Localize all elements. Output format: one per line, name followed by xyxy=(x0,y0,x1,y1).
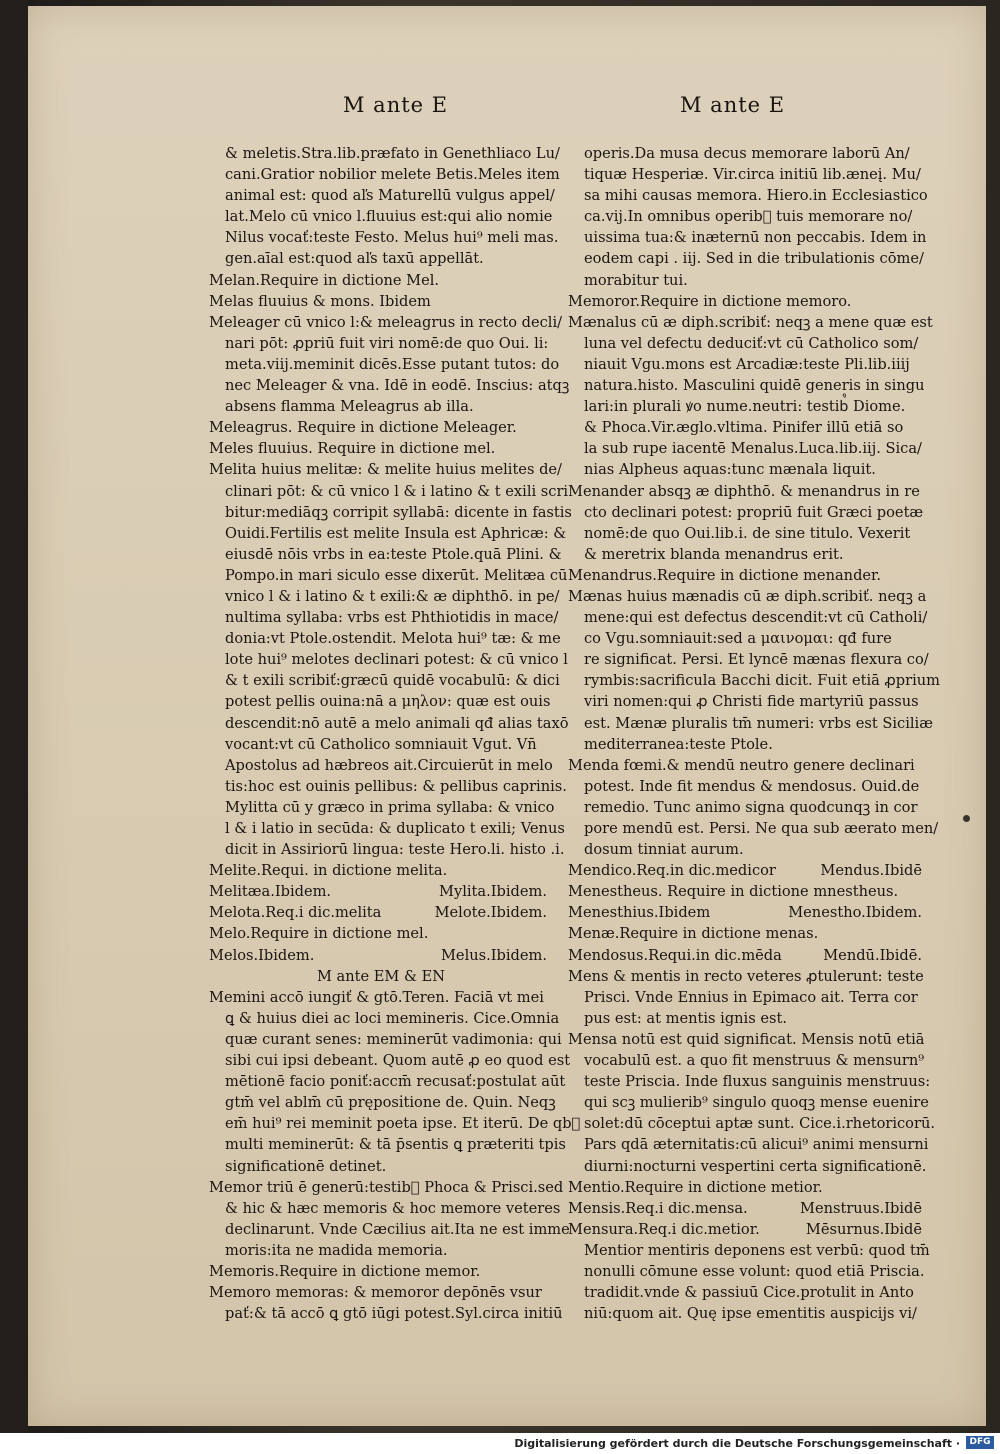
section-heading: M ante EM & EN xyxy=(316,967,446,985)
paper-hole xyxy=(963,815,970,822)
text-line: la sub rupe iacentē Menalus.Luca.lib.iij. Sica/ xyxy=(584,440,922,458)
text-line: mene:qui est defectus descendit:vt cū Catholi/ xyxy=(584,609,928,627)
index-entry: Mendosus.Requi.in dic.mēda xyxy=(568,946,782,964)
text-line: Apostolus ad hæbreos ait.Circuierūt in melo xyxy=(225,756,553,774)
text-line: ꝗ & huius diei ac loci memineris. Cice.Omnia xyxy=(225,1009,560,1027)
index-entry: Mēsurnus.Ibidē xyxy=(805,1220,922,1238)
index-entry: Menestho.Ibidem. xyxy=(788,904,922,922)
text-line: Menandrus.Require in dictione menander. xyxy=(568,566,882,584)
text-line: lari:in plurali ꝟo nume.neutri: testib᷒ Diome. xyxy=(584,398,906,416)
scan-left-edge xyxy=(0,0,28,1454)
text-line: Menæ.Require in dictione menas. xyxy=(568,925,819,943)
text-line: moris:ita ne madida memoria. xyxy=(225,1241,448,1259)
text-line: dicit in Assiriorū lingua: teste Hero.li. histo .i. xyxy=(225,841,565,859)
index-entry: Mensis.Req.i dic.mensa. xyxy=(568,1199,748,1217)
text-line: solet:dū cōceptui aptæ sunt. Cice.i.rhetoricorū. xyxy=(584,1115,935,1133)
text-line: rymbis:sacrificula Bacchi dicit. Fuit etiā ꝓprium xyxy=(584,672,940,690)
text-line: Nilus vocať:teste Festo. Melus hui⁹ meli mas. xyxy=(225,229,559,247)
text-line: & hic & hæc memoris & hoc memore veteres xyxy=(225,1199,561,1217)
text-line: sa mihi causas memora. Hiero.in Ecclesiastico xyxy=(584,187,928,205)
text-line: Ouidi.Fertilis est melite Insula est Aphricæ: & xyxy=(225,524,567,542)
text-line: Melite.Requi. in dictione melita. xyxy=(209,862,448,880)
text-line: qui scꝫ mulierib⁹ singulo quoqꝫ mense euenire xyxy=(584,1094,929,1112)
text-line: nec Meleager & vna. Idē in eodē. Inscius: atqꝫ xyxy=(225,377,570,395)
text-line: & Phoca.Vir.æglo.vltima. Pinifer illū etiā so xyxy=(584,419,904,437)
text-line: tis:hoc est ouinis pellibus: & pellibus caprinis. xyxy=(225,777,567,795)
text-line: & meretrix blanda menandrus erit. xyxy=(584,545,844,563)
text-line: Menda fœmi.& mendū neutro genere declinari xyxy=(568,756,915,774)
text-line: niauit Vgu.mons est Arcadiæ:teste Pli.lib.iiij xyxy=(584,355,910,373)
index-entry: Menesthius.Ibidem xyxy=(568,904,711,922)
index-entry-pair xyxy=(209,945,553,966)
text-line: nonulli cōmune esse volunt: quod etiā Priscia. xyxy=(584,1262,925,1280)
text-line: morabitur tui. xyxy=(584,271,688,289)
text-line: donia:vt Ptole.ostendit. Melota hui⁹ tæ: & me xyxy=(225,630,561,648)
text-line: em̄ hui⁹ rei meminit poeta ipse. Et iterū. De qb᷒ xyxy=(225,1115,581,1133)
text-line: Menestheus. Require in dictione mnestheus. xyxy=(568,883,899,901)
index-entry: Melitæa.Ibidem. xyxy=(209,883,332,901)
index-entry-pair xyxy=(568,1198,928,1219)
text-line: niū:quom ait. Quę ipse ementitis auspicijs vi/ xyxy=(584,1305,917,1323)
text-line: vnico l & i latino & t exili:& æ diphthō. in pe/ xyxy=(225,587,560,605)
text-line: cto declinari potest: propriū fuit Græci poetæ xyxy=(584,503,924,521)
running-head-right: M ante E xyxy=(680,93,786,117)
index-entry: Melota.Req.i dic.melita xyxy=(209,904,382,922)
running-head-left: M ante E xyxy=(343,93,449,117)
left-column xyxy=(209,143,581,1324)
text-line: pore mendū est. Persi. Ne qua sub æerato men/ xyxy=(584,820,939,837)
text-line: Melas fluuius & mons. Ibidem xyxy=(209,292,431,310)
text-line: est. Mænæ pluralis tm̄ numeri: vrbs est Siciliæ xyxy=(584,714,933,732)
index-entry: Mendū.Ibidē. xyxy=(823,946,922,964)
text-line: gtm̄ vel ablm̄ cū pręposi̇tione de. Quin. Neqꝫ xyxy=(225,1094,556,1112)
text-line: remedio. Tunc animo signa quodcunqꝫ in cor xyxy=(584,798,918,816)
text-line: Memini accō iungiť & gtō.Teren. Faciā vt mei xyxy=(209,988,544,1006)
index-entry: Melus.Ibidem. xyxy=(440,946,547,964)
text-line: Mylitta cū y græco in prima syllaba: & vnico xyxy=(225,798,555,816)
text-line: & meletis.Stra.lib.præfato in Genethliaco Lu/ xyxy=(225,145,560,162)
text-line: potest. Inde fit mendus & mendosus. Ouid.de xyxy=(584,777,920,795)
text-line: sibi cui ipsi debeant. Quom autē ꝓ eo quod est xyxy=(225,1052,571,1070)
index-entry: Mensura.Req.i dic.metior. xyxy=(568,1220,760,1238)
text-line: ca.vij.In omnibus operib᷒ tuis memorare no/ xyxy=(584,208,913,226)
text-line: lote hui⁹ melotes declinari potest: & cū vnico l xyxy=(225,651,568,669)
index-entry-pair xyxy=(209,881,553,902)
index-entry: Mendus.Ibidē xyxy=(820,862,922,880)
text-line: viri nomen:qui ꝓ Christi fide martyriū passus xyxy=(584,693,919,711)
text-line: natura.histo. Masculini quidē generis in singu xyxy=(584,377,925,395)
text-line: absens flamma Meleagrus ab illa. xyxy=(225,398,474,416)
text-line: bitur:mediāqꝫ corripit syllabā: dicente in fastis xyxy=(225,503,572,521)
text-line: l & i latio in secūda: & duplicato t exili; Venus xyxy=(225,820,565,837)
text-line: Melo.Require in dictione mel. xyxy=(209,925,429,943)
text-line: Memoris.Require in dictione memor. xyxy=(209,1262,481,1280)
index-entry-pair xyxy=(568,945,928,966)
index-entry: Melote.Ibidem. xyxy=(434,904,547,922)
text-line: significationē detinet. xyxy=(225,1157,387,1175)
text-line: eodem capi . iij. Sed in die tribulationis cōme/ xyxy=(584,250,924,268)
text-line: Pompo.in mari siculo esse dixerūt. Melitæa cū xyxy=(225,566,568,584)
text-line: Mentio.Require in dictione metior. xyxy=(568,1178,823,1196)
text-line: nomē:de quo Oui.lib.i. de sine titulo. Vexerit xyxy=(584,524,911,542)
text-line: diurni:nocturni vespertini certa significationē. xyxy=(584,1157,927,1175)
index-entry-pair xyxy=(568,902,928,923)
text-line: multi meminerūt: & tā p̄sentis ꝗ præteriti tpis xyxy=(225,1136,566,1154)
text-line: clinari pōt: & cū vnico l & i latino & t exili scri xyxy=(225,482,569,500)
text-line: pus est: at mentis ignis est. xyxy=(584,1009,787,1027)
text-line: Mentior mentiris deponens est verbū: quod tm̄ xyxy=(584,1241,930,1259)
text-line: Mænas huius mænadis cū æ diph.scribiť. neqꝫ a xyxy=(568,587,927,605)
text-line: Melita huius melitæ: & melite huius melites de/ xyxy=(209,461,562,479)
index-entry: Mendico.Req.in dic.medicor xyxy=(568,862,776,880)
text-line: luna vel defectu deduciť:vt cū Catholico som/ xyxy=(584,334,919,352)
text-line: co Vgu.somniauit:sed a μαινομαι: qđ fure xyxy=(584,630,892,648)
funding-credit: Digitalisierung gefördert durch die Deutsche Forschungsgemeinschaft · xyxy=(514,1437,960,1450)
text-line: Menander absqꝫ æ diphthō. & menandrus in re xyxy=(568,482,920,500)
text-line: mediterranea:teste Ptole. xyxy=(584,735,773,753)
text-line: tradidit.vnde & passiuū Cice.protulit in Anto xyxy=(584,1284,914,1302)
text-line: animal est: quod aľs Maturellū vulgus appel/ xyxy=(225,187,555,205)
text-line: eiusdē nōis vrbs in ea:teste Ptole.quā Plini. & xyxy=(225,545,562,563)
text-line: lat.Melo cū vnico l.fluuius est:qui alio nomie xyxy=(225,208,553,226)
text-line: Mensa notū est quid significat. Mensis notū etiā xyxy=(568,1030,925,1048)
text-line: Memor triū ē generū:testib᷒ Phoca & Prisci.sed xyxy=(209,1178,564,1196)
text-line: declinarunt. Vnde Cæcilius ait.Ita ne est imme xyxy=(225,1220,570,1238)
text-line: descendit:nō autē a melo animali qđ alias taxō xyxy=(225,714,569,732)
index-entry-pair xyxy=(209,902,553,923)
text-line: Mænalus cū æ diph.scribiť: neqꝫ a mene quæ est xyxy=(568,313,933,331)
text-line: uissima tua:& inæternū non peccabis. Idem in xyxy=(584,229,927,247)
text-line: operis.Da musa decus memorare laborū An/ xyxy=(584,145,910,162)
text-line: quæ curant senes: meminerūt vadimonia: qui xyxy=(225,1030,562,1048)
text-line: teste Priscia. Inde fluxus sanguinis menstruus: xyxy=(584,1073,931,1091)
dfg-logo: DFG xyxy=(966,1436,994,1449)
text-line: Meles fluuius. Require in dictione mel. xyxy=(209,440,496,458)
index-entry: Melos.Ibidem. xyxy=(209,946,315,964)
text-line: vocant:vt cū Catholico somniauit Vgut. Vn̄ xyxy=(225,735,537,753)
right-column xyxy=(568,143,940,1324)
text-line: & t exili scribiť:græcū quidē vocabulū: & dici xyxy=(225,672,560,690)
text-line: dosum tinniat aurum. xyxy=(584,841,744,859)
text-line: vocabulū est. a quo fit menstruus & mensurn⁹ xyxy=(584,1052,925,1070)
text-line: re significat. Persi. Et lyncē mænas flexura co/ xyxy=(584,651,929,669)
index-entry-pair xyxy=(568,1219,928,1240)
text-line: meta.viij.meminit dicēs.Esse putant tutos: do xyxy=(225,355,560,373)
text-line: mētionē facio poniť:accm̄ recusať:postulat aūt xyxy=(225,1073,566,1091)
text-line: cani.Gratior nobilior melete Betis.Meles item xyxy=(225,166,560,184)
text-line: Melan.Require in dictione Mel. xyxy=(209,271,440,289)
text-line: Prisci. Vnde Ennius in Epimaco ait. Terra cor xyxy=(584,988,918,1006)
text-line: nari pōt: ꝓpriū fuit viri nomē:de quo Oui. li: xyxy=(225,334,549,352)
text-line: gen.aīal est:quod aľs taxū appellāt. xyxy=(225,250,484,268)
text-line: Meleager cū vnico l:& meleagrus in recto decli/ xyxy=(209,313,563,331)
text-line: Memoror.Require in dictione memoro. xyxy=(568,292,852,310)
text-line: Memoro memoras: & memoror depōnēs vsur xyxy=(209,1284,542,1302)
text-line: Meleagrus. Require in dictione Meleager. xyxy=(209,419,517,437)
text-line: Pars qdā æternitatis:cū alicui⁹ animi mensurni xyxy=(584,1136,929,1154)
text-line: potest pellis ouina:nā a μηλον: quæ est ouis xyxy=(225,693,551,711)
text-line: pať:& tā accō ꝗ gtō iūgi potest.Syl.circa initiū xyxy=(225,1305,563,1323)
index-entry-pair xyxy=(568,860,928,881)
text-line: tiquæ Hesperiæ. Vir.circa initiū lib.æneį. Mu/ xyxy=(584,166,921,184)
text-line: nultima syllaba: vrbs est Phthiotidis in mace/ xyxy=(225,609,559,627)
text-line: nias Alpheus aquas:tunc mænala liquit. xyxy=(584,461,876,479)
index-entry: Mylita.Ibidem. xyxy=(439,883,547,901)
text-line: Mens & mentis in recto veteres ꝓtulerunt: teste xyxy=(568,967,924,985)
index-entry: Menstruus.Ibidē xyxy=(800,1199,922,1217)
